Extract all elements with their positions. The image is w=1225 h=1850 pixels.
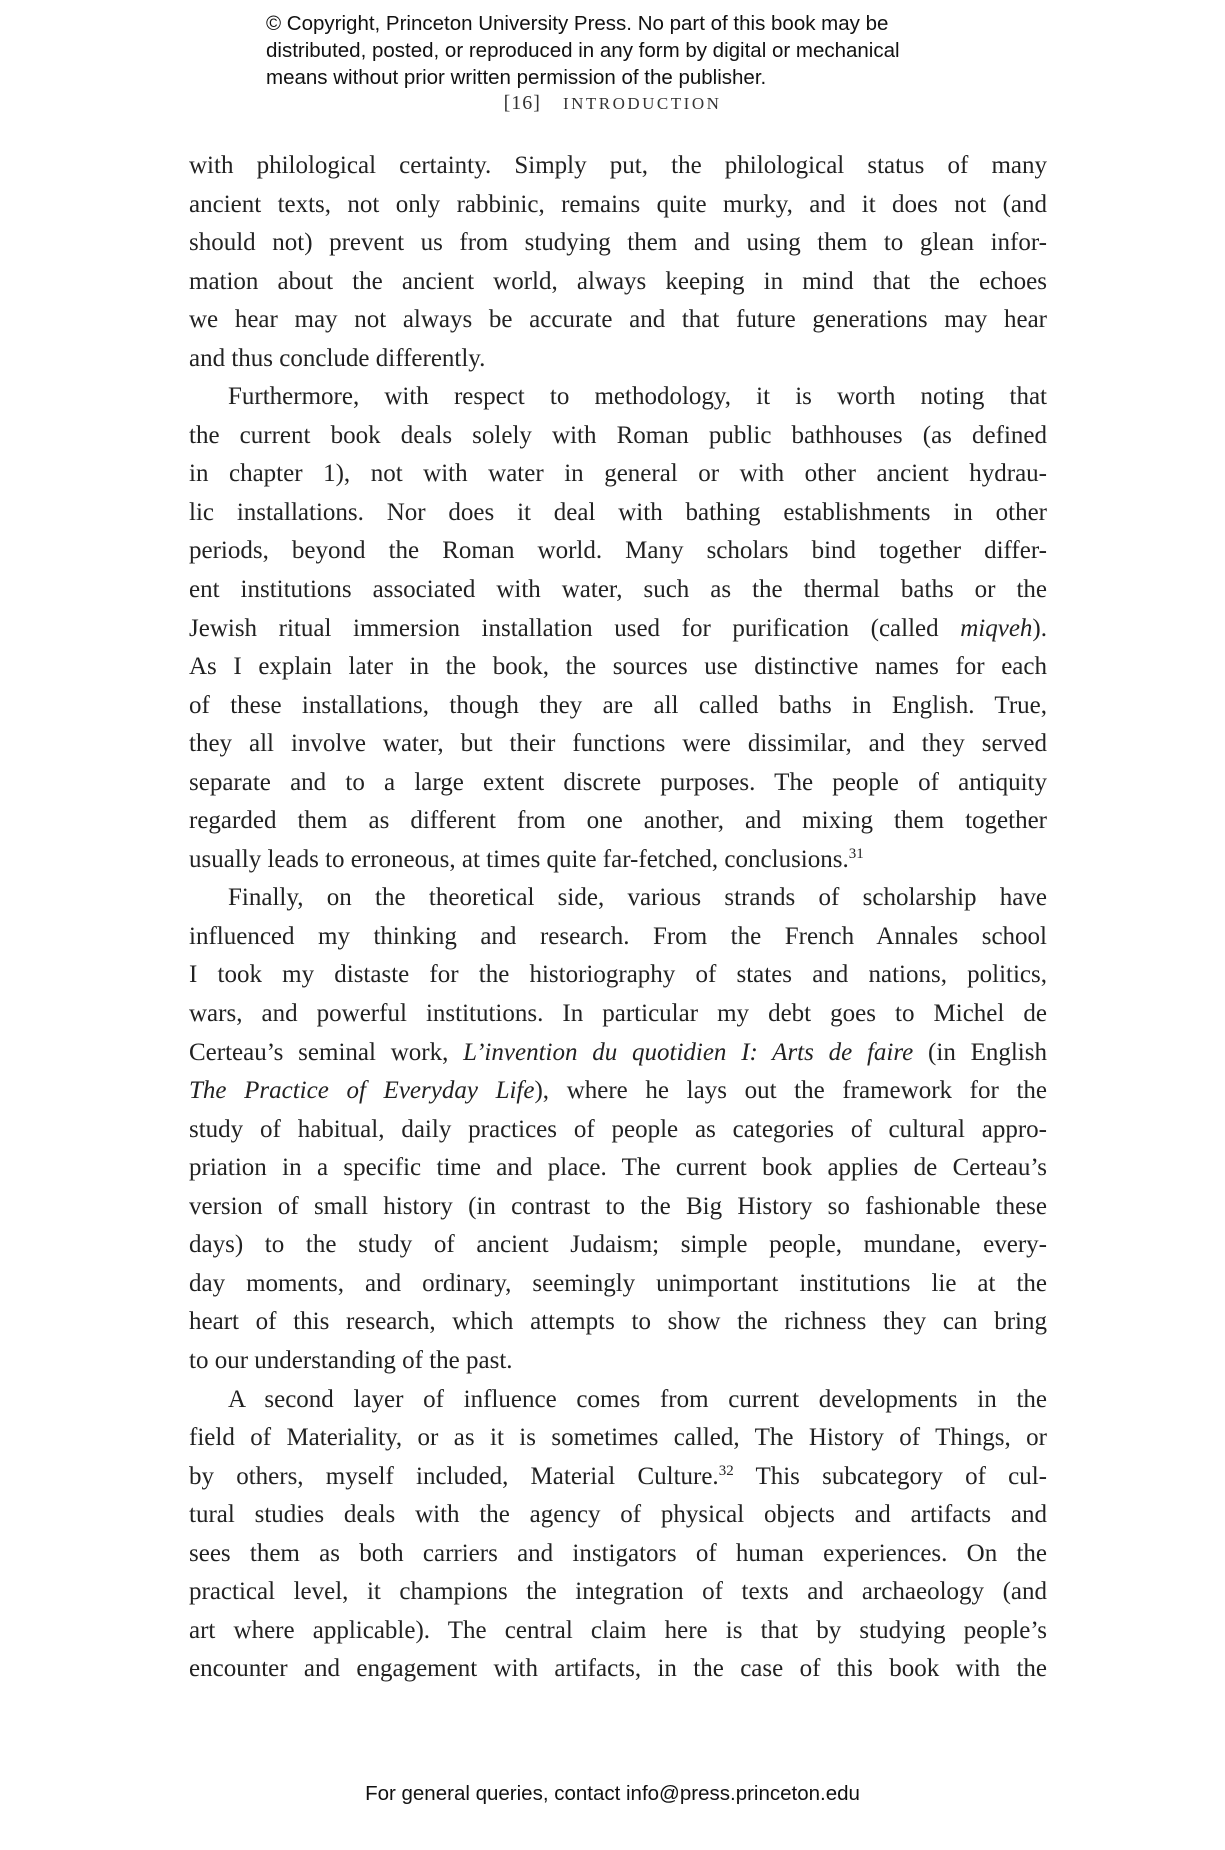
text-line — [189, 378, 1047, 417]
text-line — [189, 1419, 1047, 1458]
text-segment: I took my distaste for the historiography of states and nations, politics, — [189, 961, 1047, 989]
text-line — [189, 1458, 1047, 1497]
page-number: [16] — [503, 92, 541, 114]
text-line — [189, 1149, 1047, 1188]
text-line — [189, 1342, 1047, 1381]
running-head — [0, 92, 1225, 115]
text-segment: sees them as both carriers and instigators of human experiences. On the — [189, 1539, 1047, 1567]
text-segment: day moments, and ordinary, seemingly unimportant institutions lie at the — [189, 1269, 1047, 1297]
text-segment: study of habitual, daily practices of people as categories of cultural appro- — [189, 1115, 1047, 1143]
text-segment: we hear may not always be accurate and that future generations may hear — [189, 306, 1047, 334]
text-segment: ancient texts, not only rabbinic, remains quite murky, and it does not (and — [189, 190, 1047, 218]
text-line — [189, 956, 1047, 995]
copyright-line: means without prior written permission of the publisher. — [266, 66, 767, 89]
text-segment: by others, myself included, Material Culture. — [189, 1462, 719, 1490]
text-segment: encounter and engagement with artifacts, in the case of this book with the — [189, 1655, 1047, 1683]
text-line — [189, 186, 1047, 225]
text-segment: with philological certainty. Simply put, the philological status of many — [189, 152, 1047, 179]
section-title: INTRODUCTION — [562, 94, 722, 113]
text-line — [189, 1303, 1047, 1342]
text-segment: they all involve water, but their functions were dissimilar, and they served — [189, 730, 1047, 758]
text-segment: ). — [1032, 614, 1047, 642]
text-segment: version of small history (in contrast to the Big History so fashionable these — [189, 1192, 1047, 1220]
copyright-line: © Copyright, Princeton University Press. No part of this book may be — [266, 12, 889, 35]
text-segment: days) to the study of ancient Judaism; simple people, mundane, every- — [189, 1231, 1047, 1259]
text-segment: regarded them as different from one another, and mixing them together — [189, 807, 1047, 835]
text-line — [189, 1496, 1047, 1535]
text-segment: Certeau’s seminal work, — [189, 1038, 464, 1066]
text-line — [189, 841, 1047, 880]
text-segment: influenced my thinking and research. From the French Annales school — [189, 922, 1047, 950]
text-segment: separate and to a large extent discrete purposes. The people of antiquity — [189, 768, 1047, 796]
text-segment: the current book deals solely with Roman public bathhouses (as defined — [189, 421, 1047, 449]
body-text — [189, 147, 1047, 1689]
text-line — [189, 1188, 1047, 1227]
text-segment: Furthermore, with respect to methodology, it is worth noting that — [228, 383, 1047, 411]
text-segment: ), where he lays out the framework for the — [534, 1077, 1047, 1105]
text-segment: should not) prevent us from studying them and using them to glean infor- — [189, 229, 1047, 257]
text-line — [189, 1650, 1047, 1689]
text-segment: As I explain later in the book, the sources use distinctive names for each — [189, 653, 1047, 681]
text-line — [189, 725, 1047, 764]
text-line — [189, 224, 1047, 263]
text-line — [189, 764, 1047, 803]
text-line — [189, 918, 1047, 957]
text-segment: wars, and powerful institutions. In particular my debt goes to Michel de — [189, 1000, 1047, 1028]
footer-contact: For general queries, contact info@press.princeton.edu — [365, 1782, 860, 1805]
italic-text: The Practice of Everyday Life — [189, 1077, 535, 1105]
footnote-ref[interactable]: 31 — [848, 845, 864, 862]
text-line — [189, 1265, 1047, 1304]
text-segment: priation in a specific time and place. The current book applies de Certeau’s — [189, 1154, 1047, 1182]
text-line — [189, 494, 1047, 533]
text-segment: of these installations, though they are all called baths in English. True, — [189, 691, 1047, 719]
text-line — [189, 687, 1047, 726]
text-line — [189, 571, 1047, 610]
text-line — [189, 1612, 1047, 1651]
text-segment: This subcategory of cul- — [733, 1462, 1047, 1490]
text-segment: and thus conclude differently. — [189, 344, 486, 372]
text-line — [189, 147, 1047, 186]
text-line — [189, 532, 1047, 571]
text-segment: ent institutions associated with water, such as the thermal baths or the — [189, 576, 1047, 604]
text-segment: periods, beyond the Roman world. Many scholars bind together differ- — [189, 537, 1047, 565]
italic-text: L’invention du quotidien I: Arts de faire — [463, 1038, 914, 1066]
text-segment: Finally, on the theoretical side, various strands of scholarship have — [228, 884, 1047, 912]
text-segment: (in English — [913, 1038, 1047, 1066]
copyright-notice — [266, 10, 1026, 91]
text-line — [189, 995, 1047, 1034]
text-segment: Jewish ritual immersion installation used for purification (called — [189, 614, 961, 642]
copyright-line: distributed, posted, or reproduced in any form by digital or mechanical — [266, 39, 900, 62]
text-segment: in chapter 1), not with water in general or with other ancient hydrau- — [189, 460, 1047, 488]
text-line — [189, 340, 1047, 379]
italic-text: miqveh — [960, 614, 1033, 642]
text-segment: heart of this research, which attempts to show the richness they can bring — [189, 1308, 1047, 1336]
text-line — [189, 1573, 1047, 1612]
text-line — [189, 301, 1047, 340]
text-line — [189, 1381, 1047, 1420]
text-segment: usually leads to erroneous, at times quite far-fetched, conclusions. — [189, 845, 849, 873]
text-line — [189, 802, 1047, 841]
text-line — [189, 1111, 1047, 1150]
text-segment: practical level, it champions the integration of texts and archaeology (and — [189, 1578, 1047, 1606]
text-line — [189, 417, 1047, 456]
footnote-ref[interactable]: 32 — [718, 1462, 734, 1479]
text-segment: field of Materiality, or as it is sometimes called, The History of Things, or — [189, 1424, 1047, 1452]
text-segment: tural studies deals with the agency of physical objects and artifacts and — [189, 1501, 1047, 1529]
text-line — [189, 263, 1047, 302]
text-line — [189, 610, 1047, 649]
text-line — [189, 648, 1047, 687]
text-line — [189, 1226, 1047, 1265]
text-segment: art where applicable). The central claim here is that by studying people’s — [189, 1616, 1047, 1644]
text-segment: lic installations. Nor does it deal with bathing establishments in other — [189, 498, 1047, 526]
text-line — [189, 455, 1047, 494]
text-line — [189, 879, 1047, 918]
text-segment: A second layer of influence comes from current developments in the — [228, 1385, 1047, 1413]
text-segment: to our understanding of the past. — [189, 1346, 513, 1374]
text-segment: mation about the ancient world, always keeping in mind that the echoes — [189, 267, 1047, 295]
text-line — [189, 1072, 1047, 1111]
text-line — [189, 1034, 1047, 1073]
text-line — [189, 1535, 1047, 1574]
